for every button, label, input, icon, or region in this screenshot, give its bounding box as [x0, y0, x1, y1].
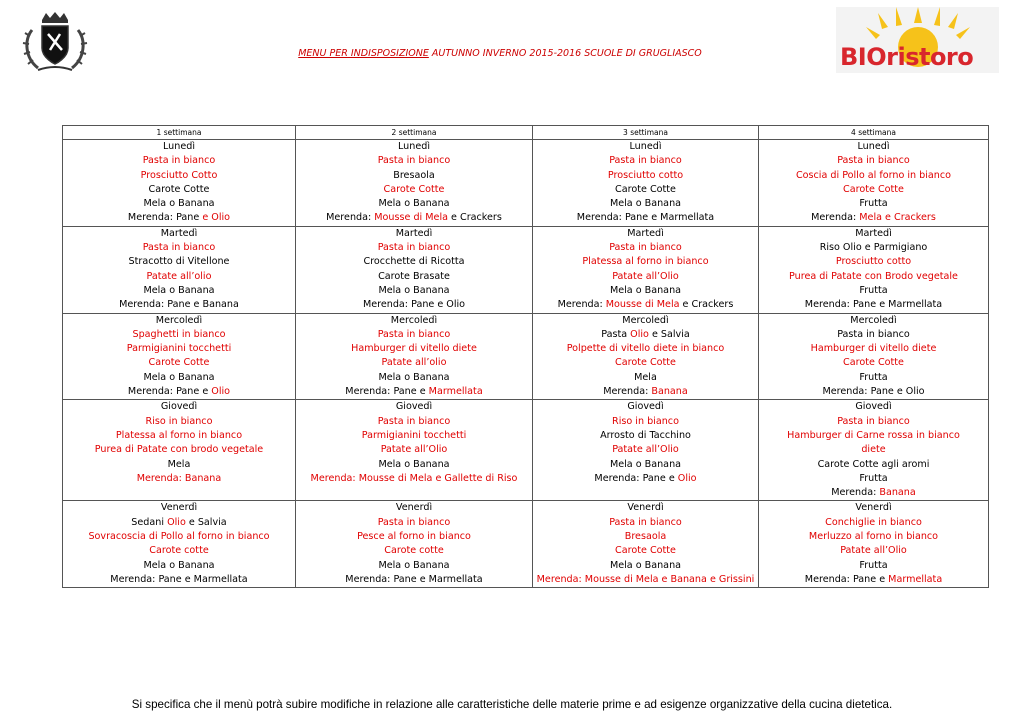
menu-cell	[533, 313, 759, 400]
menu-cell	[63, 501, 296, 588]
menu-text: Pasta in bianco	[377, 242, 451, 254]
menu-text: Mela o Banana	[609, 284, 682, 296]
menu-line	[63, 385, 295, 399]
menu-text: Riso in bianco	[145, 415, 213, 427]
menu-text: Merenda: Pane e Olio	[822, 386, 925, 398]
menu-cell	[759, 226, 989, 313]
menu-text: Pasta in bianco	[142, 242, 216, 254]
menu-line	[759, 458, 988, 472]
menu-text: Pasta in bianco	[377, 415, 451, 427]
menu-text: Pasta in bianco	[142, 155, 216, 167]
menu-line	[533, 530, 758, 544]
menu-text: Mela o Banana	[378, 559, 450, 571]
menu-text: Carote Cotte	[148, 357, 210, 369]
day-name: Lunedì	[398, 141, 430, 152]
day-row	[63, 501, 989, 588]
day-name: Venerdì	[160, 502, 198, 514]
menu-text: Mela o Banana	[143, 559, 215, 571]
menu-line	[759, 559, 988, 573]
menu-line	[759, 443, 988, 457]
menu-line	[533, 415, 758, 429]
menu-cell	[63, 400, 296, 501]
menu-cell	[296, 226, 533, 313]
menu-text: Olio	[167, 516, 186, 528]
menu-text: Mela e Crackers	[859, 212, 936, 224]
menu-text: Bresaola	[624, 531, 667, 543]
menu-line	[759, 342, 988, 356]
menu-text: Mela o Banana	[143, 284, 215, 296]
menu-line	[759, 183, 988, 197]
week-header: 3 settimana	[533, 126, 759, 140]
menu-text: Patate all’Olio	[612, 444, 679, 456]
menu-text: Bresaola	[393, 169, 435, 181]
menu-line	[63, 544, 295, 558]
menu-text: Merenda: Pane e	[804, 573, 889, 585]
menu-line	[296, 516, 532, 530]
menu-cell	[63, 313, 296, 400]
menu-text: Carote Cotte	[383, 183, 445, 195]
menu-text: Merenda: Pane e Olio	[362, 299, 466, 311]
menu-line	[296, 328, 532, 342]
menu-text: diete	[861, 444, 886, 456]
menu-text: Conchiglie in bianco	[825, 516, 922, 528]
coat-of-arms-icon	[20, 10, 90, 76]
menu-line	[63, 458, 295, 472]
day-name: Giovedì	[627, 401, 664, 413]
day-name: Lunedì	[857, 141, 890, 152]
menu-text: Mela	[167, 458, 191, 470]
menu-text: Pasta in bianco	[609, 516, 682, 528]
menu-text: Patate all’Olio	[840, 545, 907, 557]
menu-line	[533, 371, 758, 385]
menu-line	[296, 298, 532, 312]
day-name: Martedì	[627, 227, 664, 239]
menu-line	[296, 429, 532, 443]
menu-text: Carote cotte	[149, 545, 209, 557]
menu-line	[533, 298, 758, 312]
menu-cell	[759, 501, 989, 588]
day-name: Mercoledì	[850, 314, 897, 326]
menu-line	[296, 211, 532, 225]
menu-line	[63, 284, 295, 298]
menu-text: Carote Cotte	[148, 183, 210, 195]
menu-line	[533, 211, 758, 225]
menu-text: Merenda:	[811, 212, 860, 224]
menu-text: Arrosto di Tacchino	[600, 429, 691, 441]
menu-line	[759, 154, 988, 168]
menu-line	[296, 241, 532, 255]
menu-text: Riso Olio e Parmigiano	[819, 242, 928, 254]
menu-text: Patate all’Olio	[612, 270, 679, 282]
menu-text: Parmigianini tocchetti	[126, 343, 232, 355]
day-name: Giovedì	[395, 401, 433, 413]
menu-line	[296, 342, 532, 356]
menu-text: Merenda: Pane e	[594, 472, 678, 484]
menu-text: Prosciutto cotto	[607, 169, 684, 181]
menu-cell	[533, 140, 759, 227]
menu-line	[296, 255, 532, 269]
menu-body	[63, 140, 989, 588]
menu-text: Frutta	[859, 284, 888, 296]
menu-line	[63, 255, 295, 269]
menu-line	[63, 183, 295, 197]
menu-text: Crocchette di Ricotta	[363, 256, 465, 268]
menu-text: Mela o Banana	[609, 458, 682, 470]
day-row	[63, 400, 989, 501]
day-row	[63, 140, 989, 227]
menu-line	[63, 298, 295, 312]
menu-line	[533, 573, 758, 587]
menu-text: Frutta	[859, 371, 888, 383]
menu-text: Platessa al forno in bianco	[115, 429, 243, 441]
menu-text: Prosciutto cotto	[835, 256, 912, 268]
menu-text: Merenda: Pane e Marmellata	[110, 573, 248, 585]
week-header: 4 settimana	[759, 126, 989, 140]
menu-line	[759, 270, 988, 284]
menu-line	[533, 154, 758, 168]
week-header-row	[63, 126, 989, 140]
menu-cell	[759, 313, 989, 400]
menu-line	[296, 284, 532, 298]
menu-line	[533, 559, 758, 573]
menu-text: Frutta	[859, 472, 888, 484]
menu-text: Pasta in bianco	[377, 328, 451, 340]
day-name: Giovedì	[160, 401, 198, 413]
menu-text: Spaghetti in bianco	[132, 328, 226, 340]
menu-text: Hamburger di vitello diete	[810, 343, 937, 355]
menu-line	[63, 472, 295, 486]
menu-text: Merenda: Banana	[136, 472, 222, 484]
menu-cell	[533, 501, 759, 588]
menu-text: Marmellata	[888, 573, 943, 585]
menu-text: Carote Cotte	[843, 357, 904, 369]
menu-line	[296, 154, 532, 168]
menu-text: Merenda: Pane e Marmellata	[345, 573, 483, 585]
menu-line	[533, 197, 758, 211]
menu-line	[63, 559, 295, 573]
menu-text: Carote Cotte	[615, 357, 676, 369]
logo-text: BIOristoro	[840, 43, 974, 71]
menu-line	[759, 429, 988, 443]
menu-text: Pasta in bianco	[837, 155, 910, 167]
menu-text: Platessa al forno in bianco	[582, 256, 709, 268]
menu-line	[63, 443, 295, 457]
menu-text: Parmigianini tocchetti	[361, 429, 467, 441]
menu-text: Polpette di vitello diete in bianco	[566, 343, 725, 355]
menu-line	[533, 328, 758, 342]
menu-line	[759, 385, 988, 399]
day-name: Venerdì	[855, 502, 892, 514]
day-row	[63, 313, 989, 400]
menu-text: Carote Cotte	[843, 183, 904, 195]
menu-line	[533, 255, 758, 269]
menu-line	[296, 544, 532, 558]
menu-text: Merenda:	[326, 212, 375, 224]
menu-cell	[296, 400, 533, 501]
menu-text: Merenda:	[557, 299, 606, 311]
menu-line	[296, 183, 532, 197]
day-name: Martedì	[160, 227, 198, 239]
menu-text: Sedani	[131, 516, 168, 528]
menu-line	[296, 415, 532, 429]
menu-line	[63, 429, 295, 443]
menu-line	[759, 472, 988, 486]
menu-line	[63, 154, 295, 168]
menu-line	[533, 385, 758, 399]
menu-line	[759, 169, 988, 183]
menu-line	[759, 415, 988, 429]
menu-line	[63, 371, 295, 385]
menu-text: Carote Cotte	[615, 183, 676, 195]
menu-text: Hamburger di Carne rossa in bianco	[787, 429, 960, 441]
menu-text: Mela o Banana	[143, 371, 215, 383]
menu-text: Frutta	[859, 559, 888, 571]
menu-text: Mela o Banana	[378, 371, 450, 383]
menu-text: Merenda: Pane e Banana	[119, 299, 239, 311]
menu-line	[63, 342, 295, 356]
menu-text: Pasta	[601, 328, 631, 340]
menu-line	[759, 530, 988, 544]
menu-line	[63, 197, 295, 211]
menu-text: e Crackers	[448, 212, 502, 224]
day-name: Mercoledì	[390, 314, 438, 326]
menu-text: Frutta	[859, 198, 888, 210]
menu-text: Purea di Patate con Brodo vegetale	[789, 270, 958, 282]
menu-line	[296, 559, 532, 573]
menu-line	[296, 573, 532, 587]
menu-line	[63, 241, 295, 255]
menu-text: Pesce al forno in bianco	[357, 531, 471, 543]
menu-cell	[296, 140, 533, 227]
menu-text: Carote cotte	[384, 545, 444, 557]
menu-text: Merenda:	[603, 386, 652, 398]
menu-text: Merenda: Pane e	[127, 386, 212, 398]
menu-line	[533, 284, 758, 298]
day-name: Venerdì	[627, 502, 664, 514]
menu-line	[63, 356, 295, 370]
menu-text: Merluzzo al forno in bianco	[808, 531, 939, 543]
menu-line	[533, 516, 758, 530]
day-name: Lunedì	[629, 141, 662, 152]
menu-text: Banana	[651, 386, 688, 398]
menu-cell	[759, 400, 989, 501]
menu-line	[533, 458, 758, 472]
menu-line	[63, 573, 295, 587]
menu-text: e Crackers	[679, 299, 734, 311]
menu-text: Riso in bianco	[612, 415, 679, 427]
menu-text: e Olio	[202, 212, 231, 224]
menu-text: Marmellata	[428, 386, 483, 398]
menu-text: Olio	[677, 472, 697, 484]
menu-text: Mela o Banana	[378, 284, 450, 296]
menu-cell	[533, 400, 759, 501]
menu-line	[296, 169, 532, 183]
menu-text: Merenda: Pane	[127, 212, 203, 224]
menu-line	[759, 197, 988, 211]
menu-line	[63, 530, 295, 544]
menu-text: Mela o Banana	[609, 559, 682, 571]
menu-text: Prosciutto Cotto	[140, 169, 218, 181]
menu-text: e Salvia	[185, 516, 227, 528]
menu-line	[759, 255, 988, 269]
menu-line	[296, 458, 532, 472]
menu-text: Pasta in bianco	[609, 242, 682, 254]
menu-line	[63, 516, 295, 530]
menu-line	[759, 284, 988, 298]
menu-line	[296, 356, 532, 370]
menu-text: Stracotto di Vitellone	[128, 256, 230, 268]
day-name: Giovedì	[855, 401, 892, 413]
menu-line	[759, 371, 988, 385]
day-name: Martedì	[855, 227, 892, 239]
menu-text: Olio	[211, 386, 231, 398]
menu-text: Patate all’Olio	[380, 444, 448, 456]
day-name: Lunedì	[163, 141, 195, 152]
menu-text: Banana	[879, 487, 916, 499]
menu-line	[296, 197, 532, 211]
day-row	[63, 226, 989, 313]
menu-line	[759, 573, 988, 587]
menu-line	[63, 169, 295, 183]
menu-text: Olio	[630, 328, 649, 340]
menu-text: Merenda: Pane e Marmellata	[804, 299, 943, 311]
menu-line	[63, 270, 295, 284]
menu-line	[533, 270, 758, 284]
menu-line	[533, 544, 758, 558]
bioristoro-logo	[836, 7, 999, 73]
menu-text: Merenda: Pane e	[345, 386, 429, 398]
menu-text: Carote Brasate	[378, 270, 450, 282]
menu-text: Merenda: Pane e Marmellata	[576, 212, 715, 224]
menu-text: Mela o Banana	[143, 198, 215, 210]
menu-text: Carote Cotte	[615, 545, 676, 557]
menu-text: Mela o Banana	[609, 198, 682, 210]
menu-table	[62, 125, 989, 588]
menu-text: Pasta in bianco	[377, 516, 451, 528]
menu-line	[296, 371, 532, 385]
menu-text: Mela o Banana	[378, 458, 450, 470]
menu-line	[533, 342, 758, 356]
menu-line	[533, 472, 758, 486]
menu-text: Pasta in bianco	[377, 155, 451, 167]
menu-text: Merenda: Mousse di Mela e Banana e Grissini	[536, 573, 755, 585]
menu-cell	[759, 140, 989, 227]
menu-text: e Salvia	[648, 328, 690, 340]
menu-text: Mela	[634, 371, 657, 383]
menu-text: Pasta in bianco	[837, 328, 910, 340]
menu-text: Carote Cotte agli aromi	[817, 458, 930, 470]
menu-cell	[533, 226, 759, 313]
menu-line	[759, 298, 988, 312]
menu-line	[759, 516, 988, 530]
day-name: Mercoledì	[622, 314, 669, 326]
menu-line	[63, 328, 295, 342]
menu-text: Sovracoscia di Pollo al forno in bianco	[88, 531, 270, 543]
menu-text: Merenda:	[831, 487, 880, 499]
menu-line	[533, 169, 758, 183]
footnote: Si specifica che il menù potrà subire modifiche in relazione alle caratteristiche delle materie prime e ad esigenze organizzative della cucina dietetica.	[131, 698, 893, 711]
menu-text: Pasta in bianco	[837, 415, 910, 427]
menu-line	[296, 530, 532, 544]
menu-title: MENU PER INDISPOSIZIONE AUTUNNO INVERNO 2015-2016 SCUOLE DI GRUGLIASCO	[298, 48, 702, 59]
menu-text: Coscia di Pollo al forno in bianco	[795, 169, 952, 181]
menu-text: Mousse di Mela	[374, 212, 448, 224]
menu-cell	[63, 226, 296, 313]
week-header: 2 settimana	[296, 126, 533, 140]
menu-line	[533, 443, 758, 457]
menu-line	[533, 183, 758, 197]
menu-line	[533, 241, 758, 255]
menu-line	[533, 429, 758, 443]
menu-text: Mousse di Mela	[605, 299, 680, 311]
menu-text: Patate all’olio	[381, 357, 447, 369]
menu-cell	[296, 313, 533, 400]
menu-text: Merenda: Mousse di Mela e Gallette di Riso	[310, 472, 518, 484]
menu-cell	[296, 501, 533, 588]
menu-line	[759, 356, 988, 370]
menu-line	[296, 472, 532, 486]
week-header: 1 settimana	[63, 126, 296, 140]
menu-line	[296, 270, 532, 284]
day-name: Martedì	[395, 227, 433, 239]
menu-text: Hamburger di vitello diete	[351, 343, 477, 355]
menu-line	[759, 486, 988, 500]
day-name: Venerdì	[395, 502, 433, 514]
menu-text: Mela o Banana	[378, 198, 450, 210]
menu-line	[296, 385, 532, 399]
menu-line	[759, 211, 988, 225]
menu-cell	[63, 140, 296, 227]
menu-line	[296, 443, 532, 457]
menu-line	[63, 211, 295, 225]
menu-text: Patate all’olio	[146, 270, 212, 282]
menu-line	[759, 328, 988, 342]
menu-line	[63, 415, 295, 429]
day-name: Mercoledì	[155, 314, 203, 326]
menu-text: Pasta in bianco	[609, 155, 682, 167]
menu-line	[759, 241, 988, 255]
menu-line	[533, 356, 758, 370]
menu-text: Purea di Patate con brodo vegetale	[94, 444, 264, 456]
menu-line	[759, 544, 988, 558]
